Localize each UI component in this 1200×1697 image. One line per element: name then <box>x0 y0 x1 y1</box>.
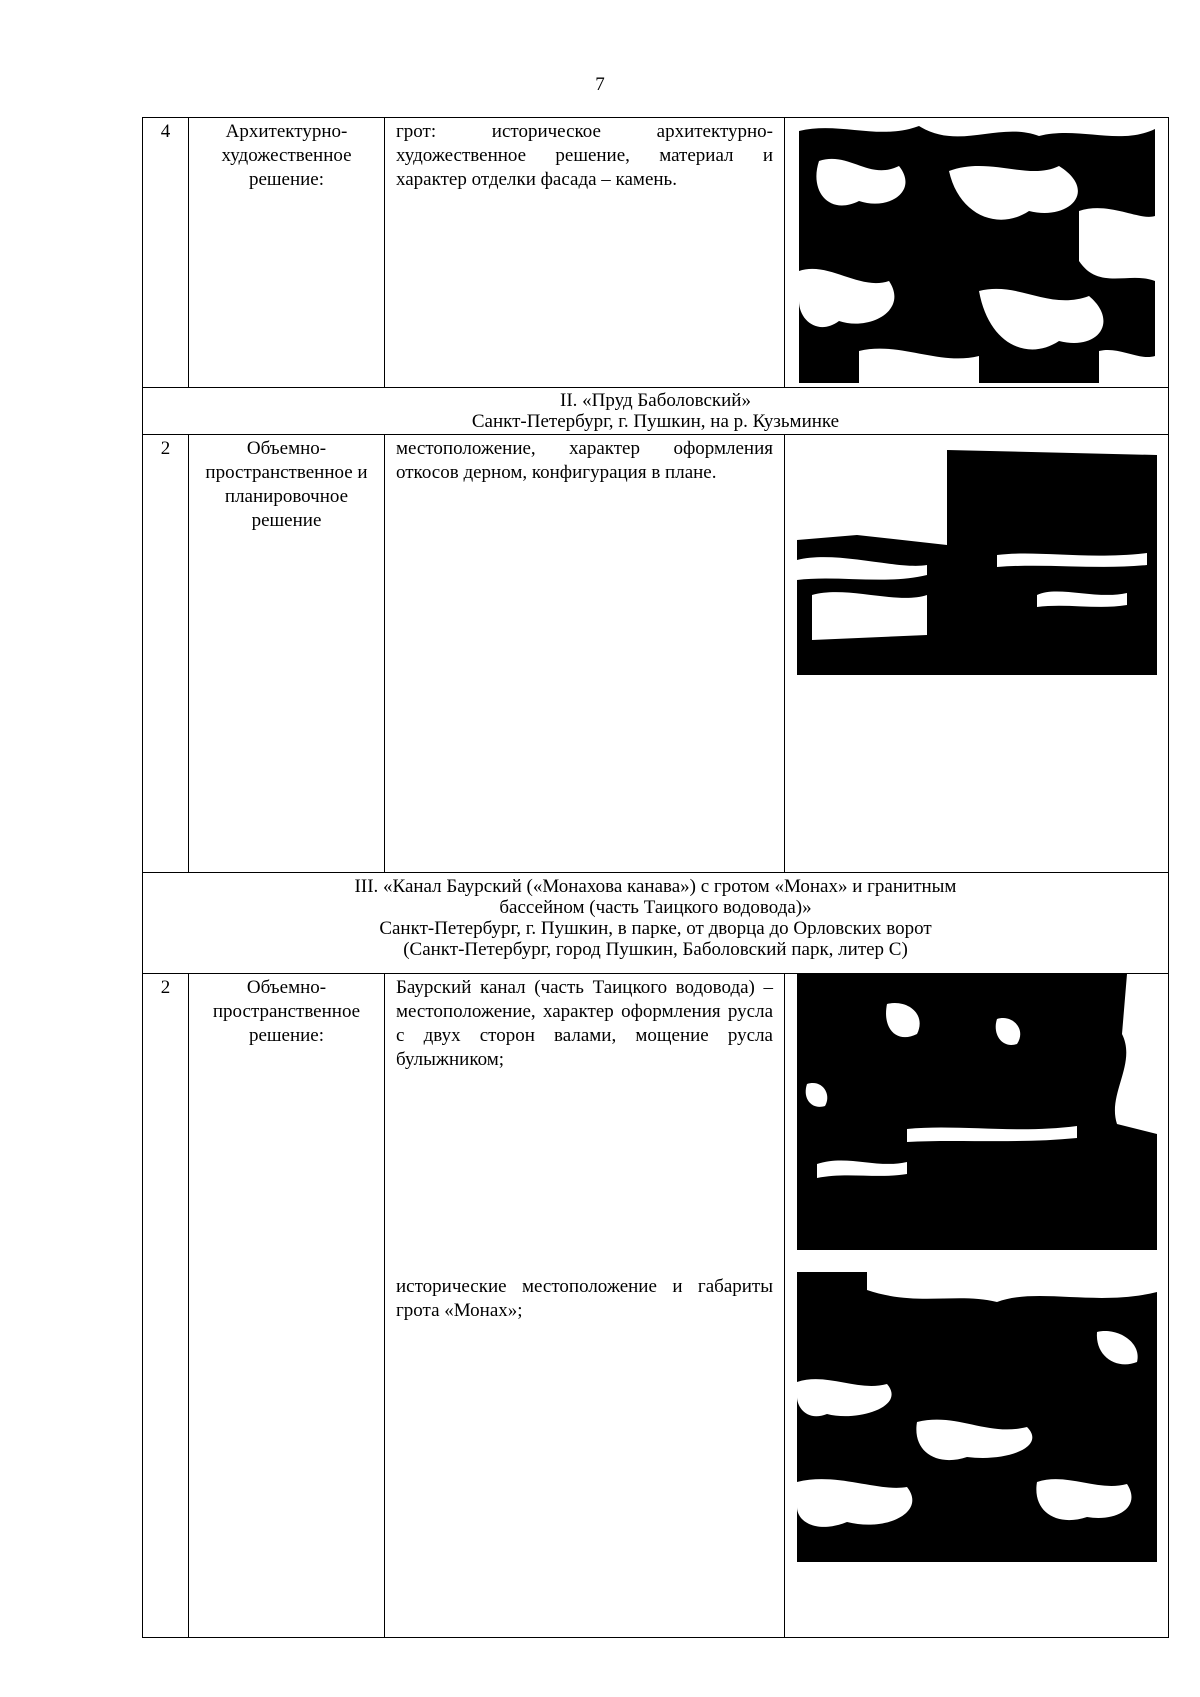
feature-name: Архитектурно-художественное решение: <box>221 121 352 190</box>
table-row <box>143 435 1169 873</box>
pond-photo <box>797 435 1157 675</box>
feature-description: исторические местоположение и габариты грота «Монах»; <box>396 1276 773 1321</box>
canal-photo <box>797 974 1157 1250</box>
section-location: Санкт-Петербург, г. Пушкин, в парке, от дворца до Орловских ворот <box>379 918 932 939</box>
feature-description: местоположение, характер оформления откосов дерном, конфигурация в плане. <box>396 438 773 483</box>
row-number: 2 <box>160 438 171 459</box>
section-header-row <box>143 388 1169 435</box>
section-title: III. «Канал Баурский («Монахова канава») с гротом «Монах» и гранитным <box>354 876 957 897</box>
feature-name: Объемно-пространственное решение: <box>212 977 361 1046</box>
row-number: 4 <box>160 121 171 142</box>
section-location: Санкт-Петербург, г. Пушкин, на р. Кузьминке <box>471 411 840 432</box>
table-row <box>143 974 1169 1638</box>
section-title: II. «Пруд Баболовский» <box>560 390 751 411</box>
section-address: (Санкт-Петербург, город Пушкин, Баболовский парк, литер С) <box>403 939 908 960</box>
page-number: 7 <box>595 74 605 95</box>
feature-description: Баурский канал (часть Таицкого водовода) – местоположение, характер оформления русла с двух сторон валами, мощение русла булыжником; <box>396 977 773 1070</box>
monk-grotto-photo <box>797 1272 1157 1562</box>
section-subtitle: бассейном (часть Таицкого водовода)» <box>499 897 812 918</box>
row-number: 2 <box>160 977 171 998</box>
section-header-row <box>143 873 1169 974</box>
monument-features-table <box>142 117 1169 1638</box>
grotto-photo <box>799 121 1155 383</box>
table-row <box>143 118 1169 388</box>
feature-name: Объемно-пространственное и планировочное решение <box>205 438 368 531</box>
feature-description: грот: историческое архитектурно-художественное решение, материал и характер отделки фасада – камень. <box>396 121 773 190</box>
